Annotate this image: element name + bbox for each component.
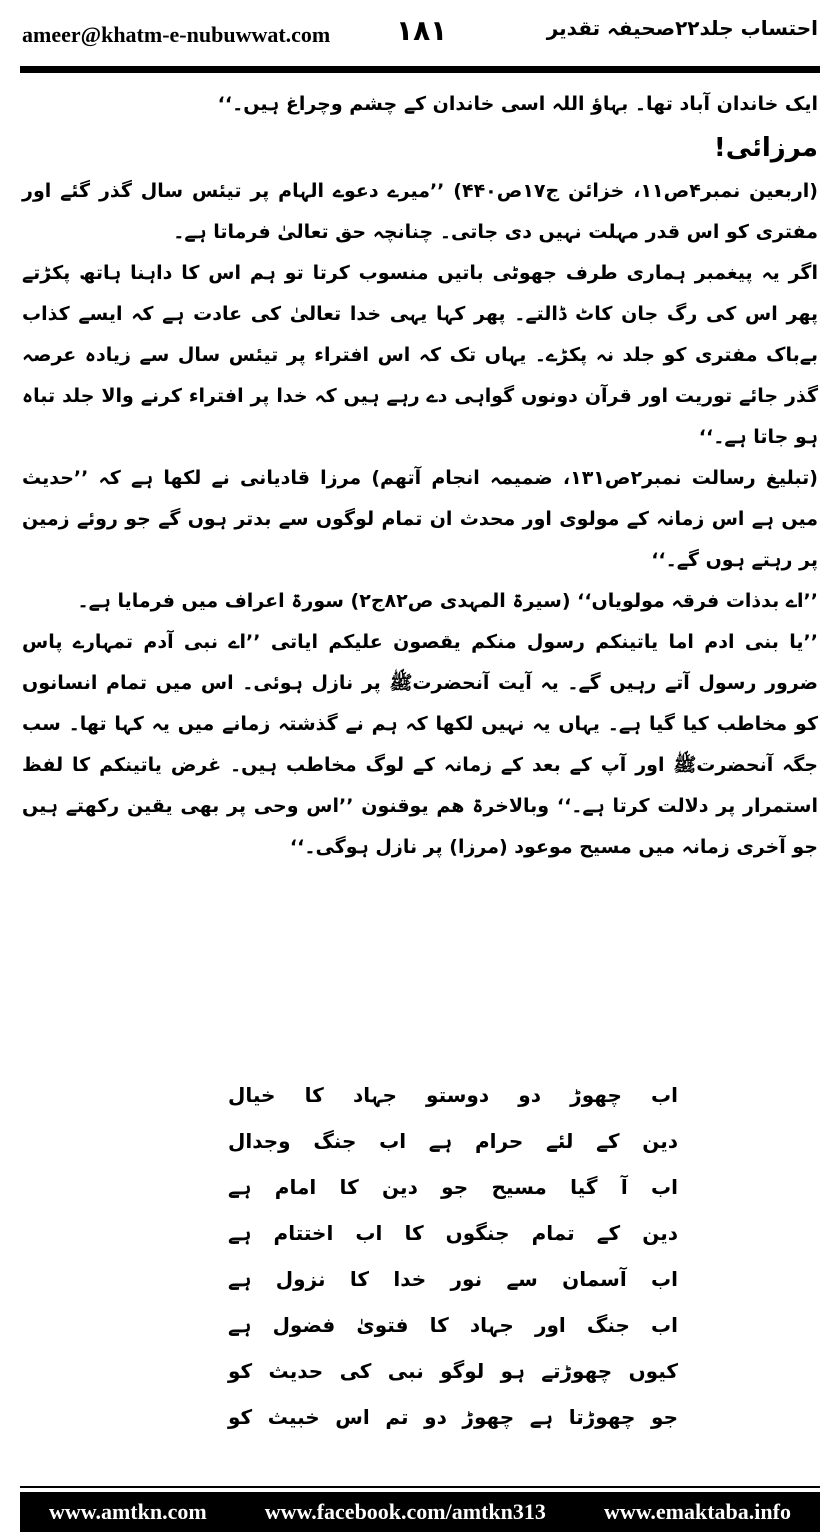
book-title: احتساب جلد۲۲صحیفہ تقدیر <box>546 16 818 40</box>
paragraph-4: ’’اے بدذات فرقہ مولویاں‘‘ (سیرۃ المہدی ص۸۲ج۲) سورۃ اعراف میں فرمایا ہے۔ <box>77 590 818 612</box>
paragraph-3: (تبلیغ رسالت نمبر۲ص۱۳۱، ضمیمہ انجام آتھم) مرزا قادیانی نے لکھا ہے کہ ’’حدیث میں ہے اس زمانہ کے مولوی اور محدث ان تمام لوگوں سے بدتر ہوں گے جو روئے زمین پر رہتے ہوں گے۔‘‘ <box>22 467 818 571</box>
poem-line: کیوں چھوڑتے ہو لوگو نبی کی حدیث کو <box>228 1359 678 1383</box>
header-email[interactable]: ameer@khatm-e-nubuwwat.com <box>22 22 331 47</box>
footer-link-emaktaba[interactable]: www.emaktaba.info <box>603 1499 791 1524</box>
poem-line: دین کے لئے حرام ہے اب جنگ وجدال <box>228 1129 678 1153</box>
poem-line: اب چھوڑ دو دوستو جہاد کا خیال <box>228 1083 678 1107</box>
page-body <box>22 84 818 868</box>
section-heading: مرزائی! <box>713 133 818 163</box>
poem-line: جو چھوڑتا ہے چھوڑ دو تم اس خبیث کو <box>228 1405 678 1429</box>
paragraph-1: (اربعین نمبر۴ص۱۱، خزائن ج۱۷ص۴۴۰) ’’میرے دعوے الہام پر تیئس سال گذر گئے اور مفتری کو اس قدر مہلت نہیں دی جاتی۔ چنانچہ حق تعالیٰ فرماتا ہے۔ <box>22 180 818 243</box>
page-footer <box>20 1492 820 1532</box>
poem-line: اب آ گیا مسیح جو دین کا امام ہے <box>228 1175 678 1199</box>
header-divider <box>20 66 820 73</box>
poem-line: اب جنگ اور جہاد کا فتویٰ فضول ہے <box>228 1313 678 1337</box>
page-number: ۱۸۱ <box>396 14 448 47</box>
poem-line: اب آسمان سے نور خدا کا نزول ہے <box>228 1267 678 1291</box>
footer-link-facebook[interactable]: www.facebook.com/amtkn313 <box>264 1499 546 1524</box>
page-header <box>0 0 840 62</box>
paragraph-5: ’’یا بنی ادم اما یاتینکم رسول منکم یقصون علیکم ایاتی ’’اے نبی آدم تمہارے پاس ضرور رسول آتے رہیں گے۔ یہ آیت آنحضرتﷺ پر نازل ہوئی۔ اس میں تمام انسانوں کو مخاطب کیا گیا ہے۔ یہاں یہ نہیں لکھا کہ ہم نے گذشتہ زمانے میں یہ کہا تھا۔ سب جگہ آنحضرتﷺ اور آپ کے بعد کے زمانہ کے لوگ مخاطب ہیں۔ غرض یاتینکم کا لفظ استمرار پر دلالت کرتا ہے۔‘‘ وبالاخرۃ ھم یوقنون ’’اس وحی پر بھی یقین رکھتے ہیں جو آخری زمانہ میں مسیح موعود (مرزا) پر نازل ہوگی۔‘‘ <box>22 631 818 858</box>
poem <box>228 1072 678 1440</box>
footer-link-amtkn[interactable]: www.amtkn.com <box>49 1499 207 1524</box>
footer-divider <box>20 1486 820 1488</box>
intro-line: ایک خاندان آباد تھا۔ بہاؤ اللہ اسی خاندان کے چشم وچراغ ہیں۔‘‘ <box>217 93 818 115</box>
paragraph-2: اگر یہ پیغمبر ہماری طرف جھوٹی باتیں منسوب کرتا تو ہم اس کا داہنا ہاتھ پکڑتے پھر اس کی رگ جان کاٹ ڈالتے۔ پھر کہا یہی خدا تعالیٰ کی عادت ہے کہ ایسے کذاب بےباک مفتری کو جلد نہ پکڑے۔ یہاں تک کہ اس افتراء پر تیئس سال سے زیادہ عرصہ گذر جائے توریت اور قرآن دونوں گواہی دے رہے ہیں کہ خدا پر افتراء کرنے والا جلد تباہ ہو جاتا ہے۔‘‘ <box>22 262 818 448</box>
poem-line: دین کے تمام جنگوں کا اب اختتام ہے <box>228 1221 678 1245</box>
